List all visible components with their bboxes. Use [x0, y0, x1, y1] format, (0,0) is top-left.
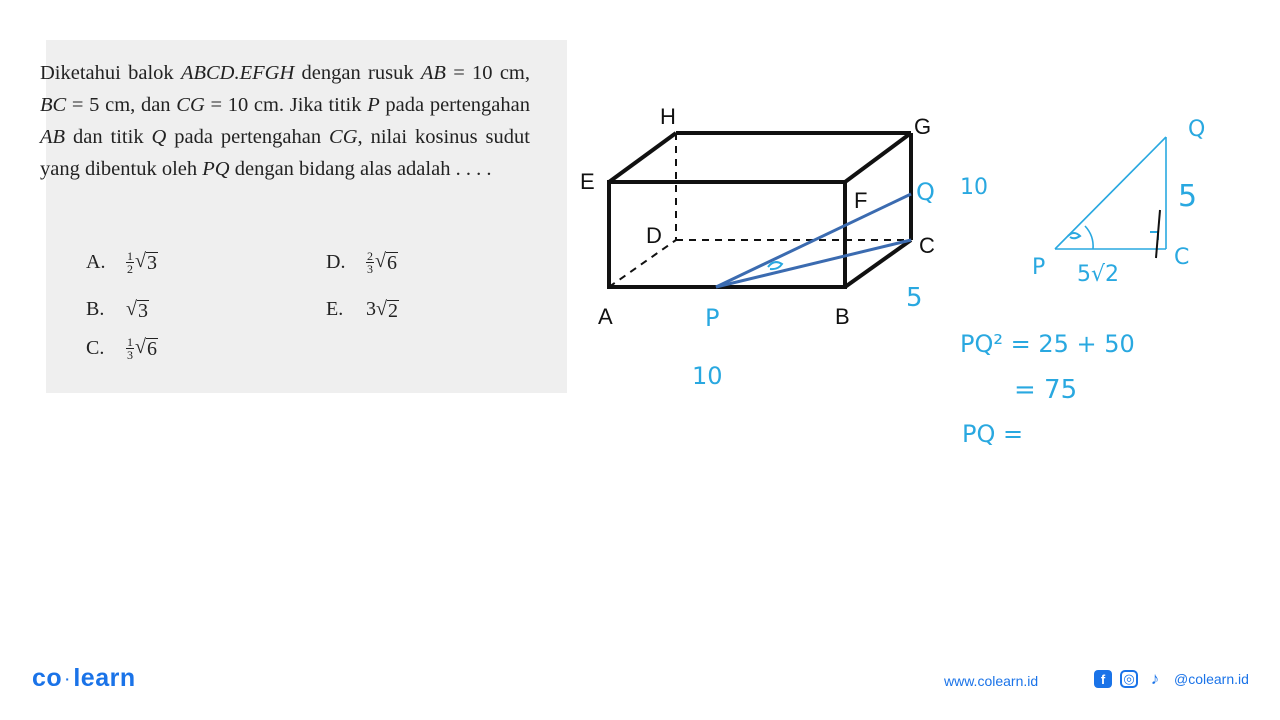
fraction: $\frac{2}{3}$ — [367, 249, 373, 276]
label-d: D — [646, 223, 662, 248]
label-a: A — [598, 304, 613, 329]
tri-label-five: 5 — [1178, 179, 1198, 214]
pen-stroke — [1156, 210, 1160, 258]
working — [960, 330, 1135, 448]
fraction: $\frac{1}{3}$ — [127, 335, 133, 362]
label-e: E — [580, 169, 595, 194]
front-face — [609, 182, 845, 287]
edge-ad — [609, 240, 676, 287]
social-handle[interactable]: @colearn.id — [1174, 671, 1249, 687]
vertex-labels — [580, 104, 935, 329]
label-c: C — [919, 233, 935, 258]
triangle-labels — [1032, 117, 1205, 287]
sqrt: √ 2 — [376, 298, 398, 322]
option-b[interactable]: B. √ 3 — [86, 298, 148, 322]
tri-label-p: P — [1032, 255, 1046, 280]
angle-mark — [768, 262, 782, 269]
tri-alpha — [1068, 233, 1080, 238]
hw-ten-bottom: 10 — [692, 362, 723, 390]
tri-label-q: Q — [1188, 117, 1206, 142]
label-b: B — [835, 304, 850, 329]
edge-eh — [609, 133, 676, 182]
social-links — [1094, 670, 1249, 688]
website-link[interactable]: www.colearn.id — [944, 673, 1039, 689]
option-c[interactable]: C. $\frac{1}{3}$ √ 6 — [86, 335, 157, 362]
work-line-2: = 75 — [1014, 375, 1078, 405]
fraction: $\frac{1}{2}$ — [127, 249, 133, 276]
sqrt: √ 3 — [135, 250, 157, 275]
label-h: H — [660, 104, 676, 129]
sqrt: √ 3 — [126, 298, 148, 322]
option-d[interactable]: D. $\frac{2}{3}$ √ 6 — [326, 249, 397, 276]
option-a[interactable]: A. $\frac{1}{2}$ √ 3 — [86, 249, 157, 276]
option-e[interactable]: E. 3 √ 2 — [326, 298, 398, 322]
label-f: F — [854, 188, 868, 213]
work-line-3: PQ = — [962, 420, 1024, 448]
problem-statement: Diketahui balok ABCD.EFGH dengan rusuk AB = 10 cm, BC = 5 cm, dan CG = 10 cm. Jika titik P pada pertengahan AB dan titik Q pada pertengahan CG, nilai kosinus sudut yang dibentuk oleh PQ dengan bidang alas adalah . . . . — [40, 62, 530, 180]
instagram-icon[interactable]: ◎ — [1120, 670, 1138, 688]
edge-fg — [845, 133, 911, 182]
tri-hyp — [1055, 137, 1166, 249]
tiktok-icon[interactable]: ♪ — [1146, 670, 1164, 688]
hw-five: 5 — [906, 283, 923, 313]
sqrt: √ 6 — [375, 250, 397, 275]
tri-label-c: C — [1174, 245, 1190, 270]
facebook-icon[interactable]: f — [1094, 670, 1112, 688]
colearn-logo[interactable]: co · learn — [32, 664, 136, 692]
hw-q: Q — [916, 178, 935, 206]
hw-ten-right: 10 — [960, 175, 988, 200]
sqrt: √ 6 — [135, 336, 157, 361]
line-pc — [716, 240, 911, 287]
label-g: G — [914, 114, 932, 139]
triangle-sketch — [1055, 137, 1166, 258]
hw-p: P — [705, 304, 720, 332]
work-line-1: PQ² = 25 + 50 — [960, 330, 1135, 358]
tri-angle-arc — [1085, 226, 1093, 249]
tri-label-base: 5√2 — [1077, 262, 1120, 287]
